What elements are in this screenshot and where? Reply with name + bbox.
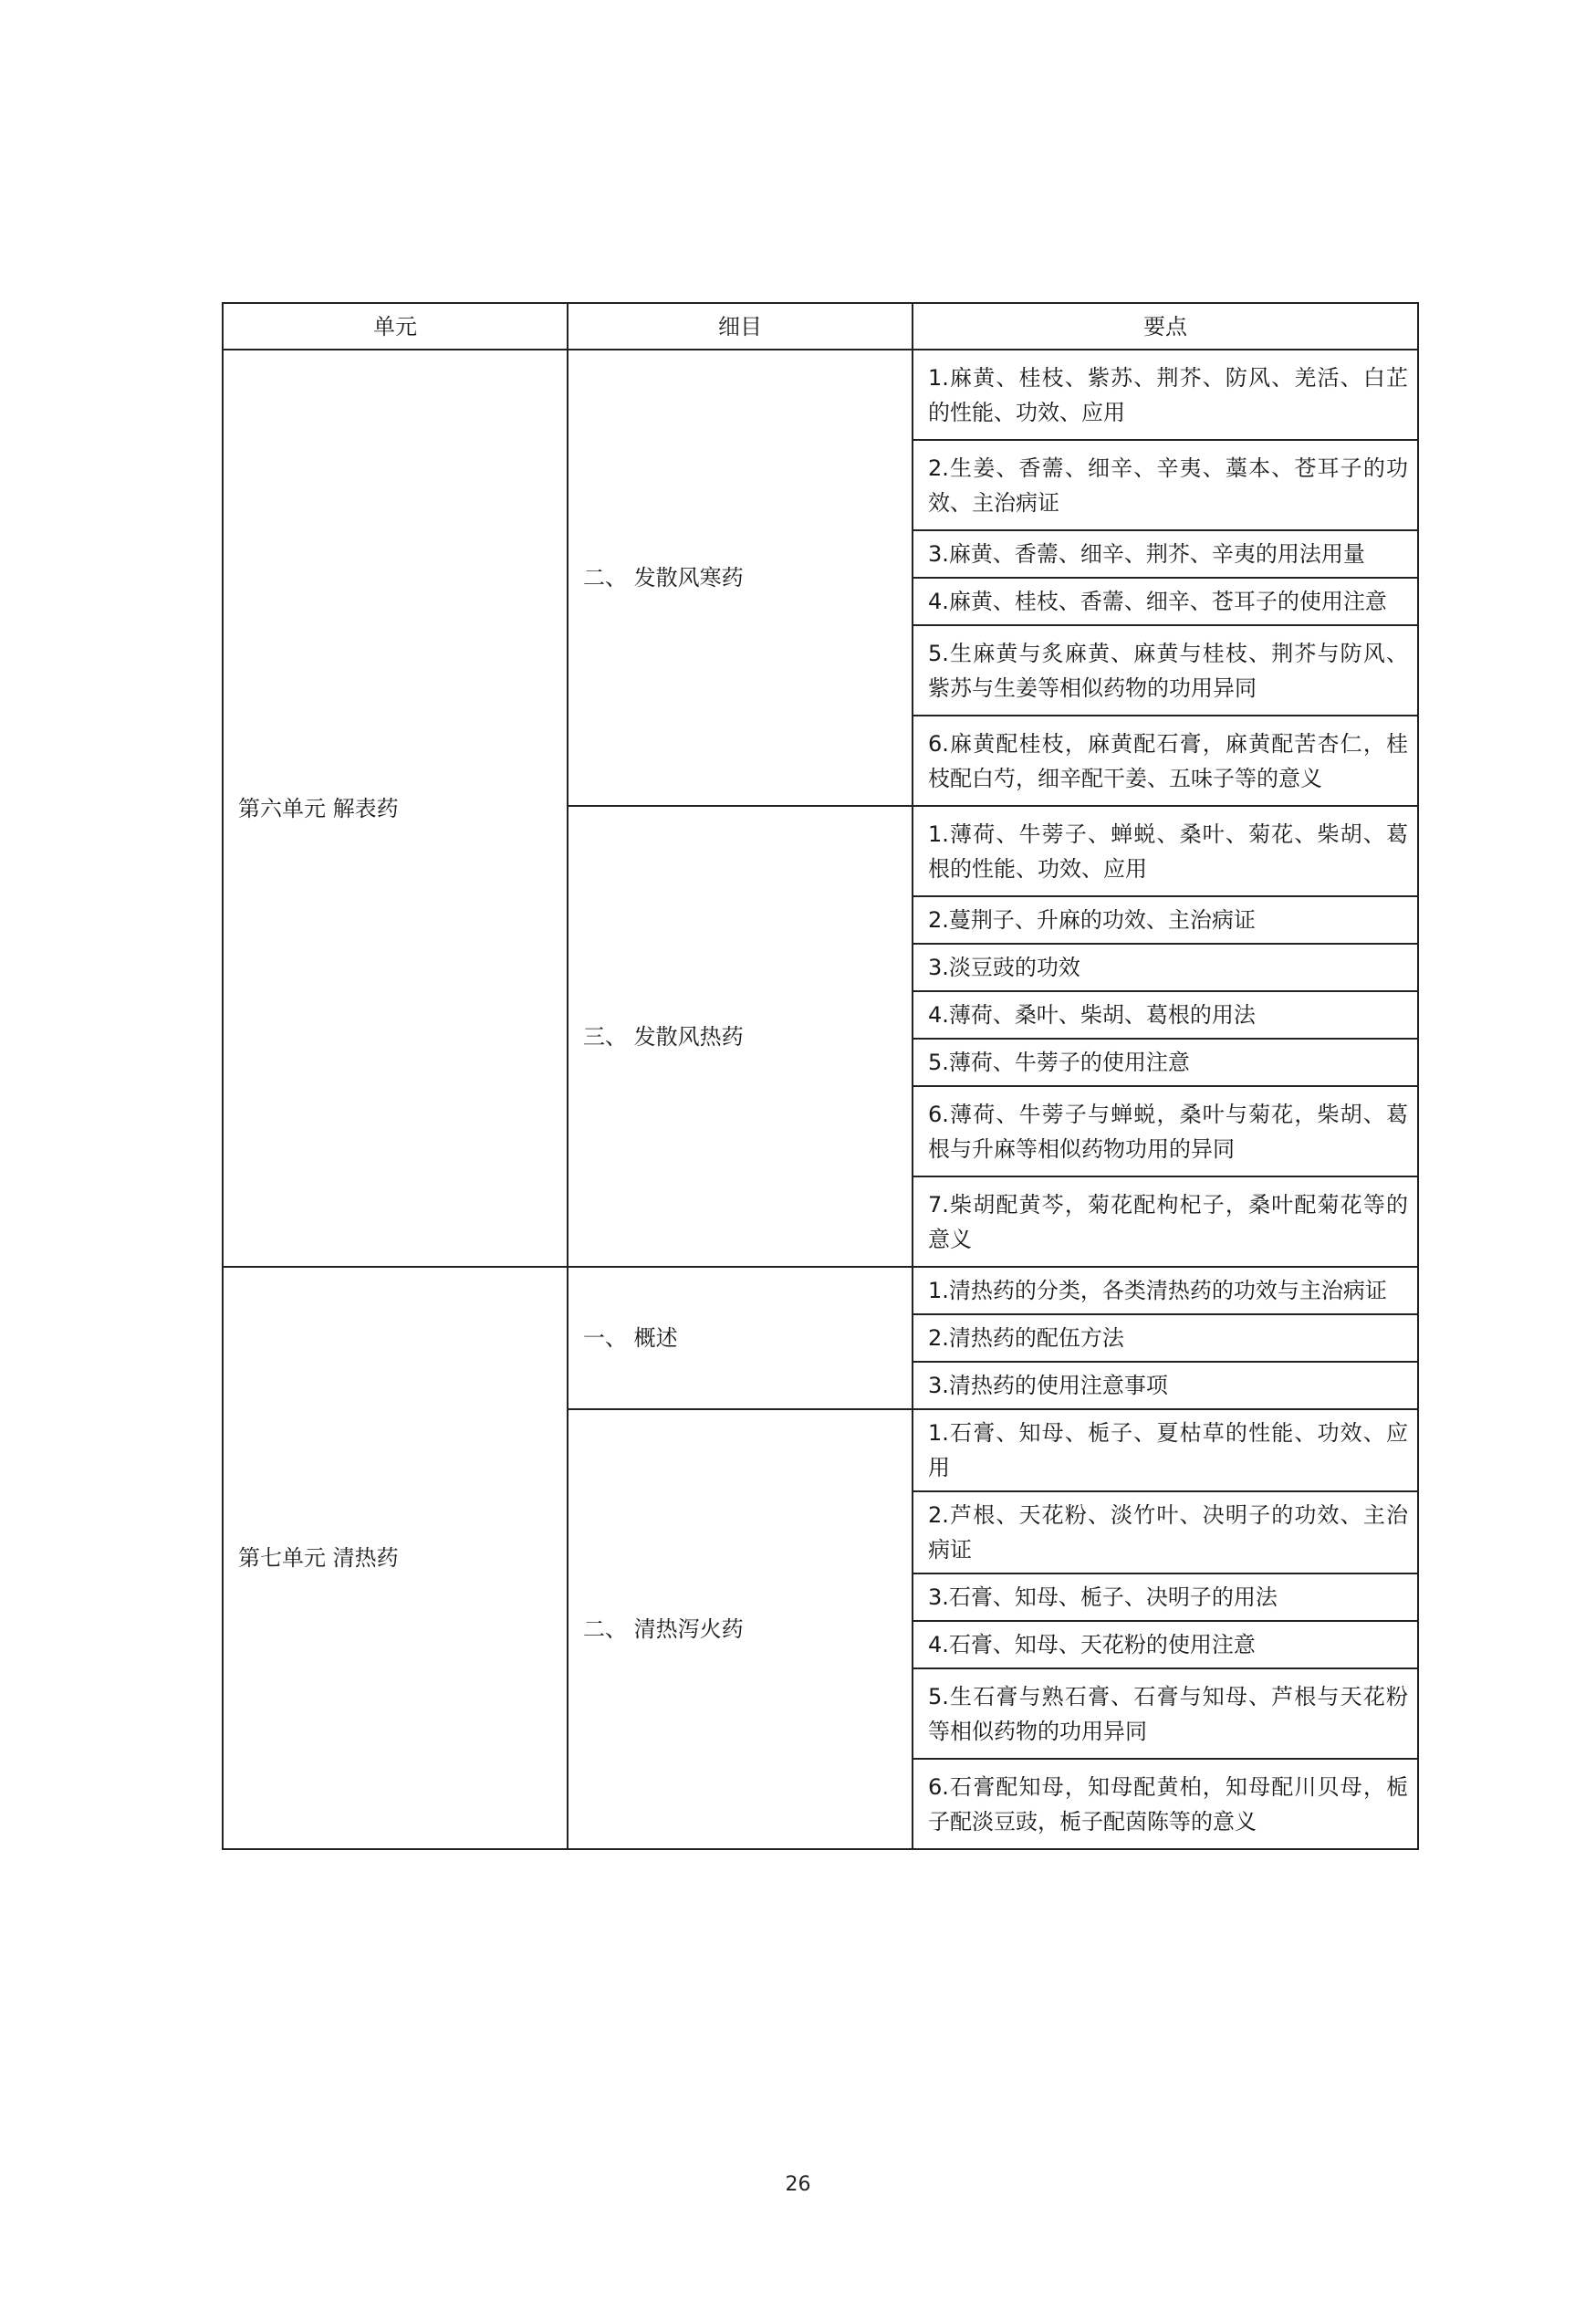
item-cell: 三、 发散风热药 [568, 806, 913, 1267]
point-cell: 3.淡豆豉的功效 [913, 944, 1418, 991]
page-number: 26 [785, 2173, 811, 2196]
point-cell: 6.薄荷、牛蒡子与蝉蜕，桑叶与菊花，柴胡、葛根与升麻等相似药物功用的异同 [913, 1086, 1418, 1176]
point-cell: 6.麻黄配桂枝，麻黄配石膏，麻黄配苦杏仁，桂枝配白芍，细辛配干姜、五味子等的意义 [913, 716, 1418, 806]
point-cell: 2.生姜、香薷、细辛、辛夷、藁本、苍耳子的功效、主治病证 [913, 440, 1418, 530]
point-cell: 2.蔓荆子、升麻的功效、主治病证 [913, 896, 1418, 944]
point-cell: 4.薄荷、桑叶、柴胡、葛根的用法 [913, 991, 1418, 1039]
point-cell: 5.生麻黄与炙麻黄、麻黄与桂枝、荆芥与防风、紫苏与生姜等相似药物的功用异同 [913, 625, 1418, 716]
syllabus-table [222, 302, 1419, 1850]
header-unit: 单元 [223, 303, 568, 350]
table-header-row [223, 303, 1418, 350]
table-row [223, 1267, 1418, 1314]
point-cell: 4.麻黄、桂枝、香薷、细辛、苍耳子的使用注意 [913, 578, 1418, 625]
header-item: 细目 [568, 303, 913, 350]
point-cell: 3.麻黄、香薷、细辛、荆芥、辛夷的用法用量 [913, 530, 1418, 578]
table-row [223, 350, 1418, 440]
point-cell: 2.清热药的配伍方法 [913, 1314, 1418, 1362]
point-cell: 7.柴胡配黄芩，菊花配枸杞子，桑叶配菊花等的意义 [913, 1176, 1418, 1267]
point-cell: 1.薄荷、牛蒡子、蝉蜕、桑叶、菊花、柴胡、葛根的性能、功效、应用 [913, 806, 1418, 896]
point-cell: 6.石膏配知母，知母配黄柏，知母配川贝母，栀子配淡豆豉，栀子配茵陈等的意义 [913, 1759, 1418, 1849]
item-cell: 二、 发散风寒药 [568, 350, 913, 806]
point-cell: 4.石膏、知母、天花粉的使用注意 [913, 1621, 1418, 1668]
item-cell: 一、 概述 [568, 1267, 913, 1409]
point-cell: 3.石膏、知母、栀子、决明子的用法 [913, 1573, 1418, 1621]
point-cell: 2.芦根、天花粉、淡竹叶、决明子的功效、主治病证 [913, 1491, 1418, 1573]
point-cell: 1.麻黄、桂枝、紫苏、荆芥、防风、羌活、白芷的性能、功效、应用 [913, 350, 1418, 440]
point-cell: 1.清热药的分类，各类清热药的功效与主治病证 [913, 1267, 1418, 1314]
item-cell: 二、 清热泻火药 [568, 1409, 913, 1849]
point-cell: 5.薄荷、牛蒡子的使用注意 [913, 1039, 1418, 1086]
unit-cell: 第六单元 解表药 [223, 350, 568, 1267]
point-cell: 5.生石膏与熟石膏、石膏与知母、芦根与天花粉等相似药物的功用异同 [913, 1668, 1418, 1759]
header-point: 要点 [913, 303, 1418, 350]
point-cell: 1.石膏、知母、栀子、夏枯草的性能、功效、应用 [913, 1409, 1418, 1491]
point-cell: 3.清热药的使用注意事项 [913, 1362, 1418, 1409]
unit-cell: 第七单元 清热药 [223, 1267, 568, 1849]
